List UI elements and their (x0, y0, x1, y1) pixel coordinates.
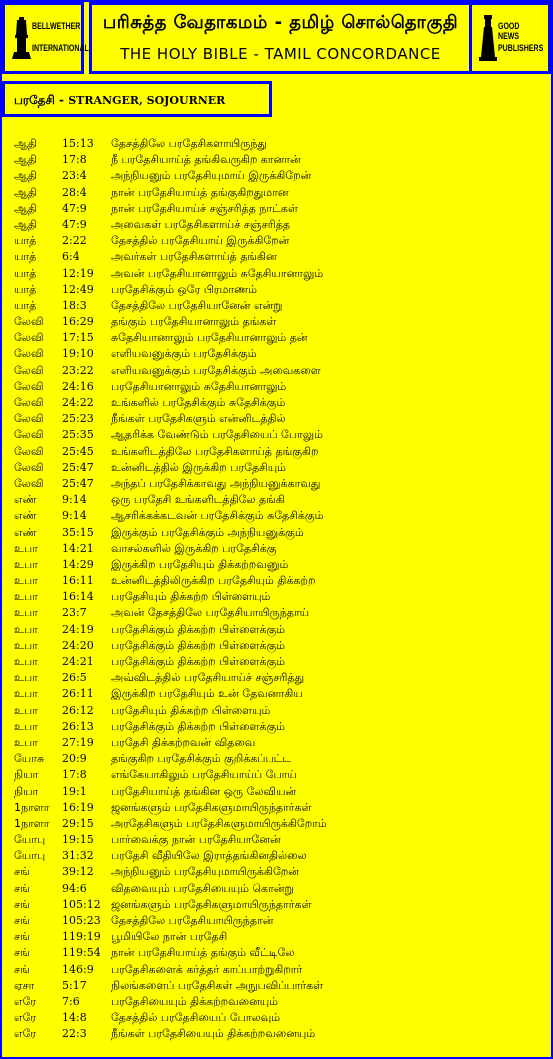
verse-excerpt: அவன் பரதேசியானாலும் சுதேசியானாலும் (111, 266, 324, 280)
book-name: உபா (14, 541, 38, 555)
verse-excerpt: பரதேசிக்கும் திக்கற்ற பிள்ளைக்கும் (111, 655, 286, 668)
concordance-row (14, 217, 544, 233)
verse-reference: 14:29 (62, 557, 94, 571)
verse-excerpt: பரதேசி வீதியிலே இராத்தங்கினதில்லை (111, 849, 307, 863)
concordance-row (14, 525, 544, 541)
verse-excerpt: எளியவனுக்கும் பரதேசிக்கும் அவைகளை (111, 363, 321, 377)
book-name: யாத் (14, 250, 37, 264)
verse-reference: 16:19 (62, 800, 94, 814)
verse-reference: 26:11 (62, 687, 94, 701)
concordance-row (14, 266, 544, 282)
book-name: சங் (14, 930, 30, 944)
concordance-list (14, 136, 544, 1043)
verse-reference: 27:19 (62, 735, 94, 749)
concordance-row (14, 330, 544, 346)
verse-excerpt: பரதேசிக்கும் திக்கற்ற பிள்ளைக்கும் (111, 638, 286, 652)
verse-reference: 9:14 (62, 509, 87, 523)
verse-reference: 31:32 (62, 849, 94, 863)
verse-reference: 25:47 (62, 460, 94, 474)
topic-box (2, 81, 272, 117)
verse-excerpt: தேசத்திலே பரதேசியானேன் என்று (111, 298, 283, 312)
concordance-row (14, 638, 544, 654)
verse-reference: 23:7 (62, 606, 87, 620)
concordance-row (14, 573, 544, 589)
concordance-row (14, 800, 544, 816)
verse-reference: 25:35 (62, 428, 94, 442)
verse-excerpt: தேசத்திலே பரதேசியாயிருந்தான் (111, 914, 274, 927)
verse-excerpt: பரதேசி திக்கற்றவன் விதவை (111, 735, 256, 749)
concordance-row (14, 152, 544, 168)
concordance-row (14, 605, 544, 621)
concordance-row (14, 541, 544, 557)
verse-reference: 6:4 (62, 250, 80, 264)
concordance-row (14, 864, 544, 880)
title-english: THE HOLY BIBLE - TAMIL CONCORDANCE (120, 45, 441, 63)
concordance-row (14, 881, 544, 897)
topic-heading (14, 93, 225, 109)
verse-reference: 24:19 (62, 622, 94, 636)
concordance-row (14, 411, 544, 427)
book-name: ஆதி (14, 217, 37, 231)
book-name: லேவி (14, 428, 44, 442)
verse-excerpt: விதவையும் பரதேசியையும் கொன்று (111, 881, 294, 895)
book-name: உபா (14, 687, 38, 701)
concordance-row (14, 185, 544, 201)
book-name: சங் (14, 914, 30, 927)
book-name: யாத் (14, 234, 37, 248)
verse-excerpt: ஜனங்களும் பரதேசிகளுமாயிருந்தார்கள் (111, 800, 312, 814)
verse-reference: 26:13 (62, 719, 94, 733)
verse-reference: 5:17 (62, 978, 87, 992)
book-name: நியா (14, 784, 39, 798)
verse-excerpt: பரதேசிக்கும் ஒரே பிரமாணம் (111, 282, 257, 296)
concordance-row (14, 622, 544, 638)
verse-reference: 119:19 (62, 930, 101, 944)
verse-excerpt: அந்நியனும் பரதேசியுமாய் இருக்கிறேன் (111, 169, 312, 183)
book-name: லேவி (14, 396, 44, 409)
good-news-logo (469, 2, 551, 74)
verse-excerpt: எளியவனுக்கும் பரதேசிக்கும் (111, 347, 257, 361)
book-name: லேவி (14, 444, 44, 458)
verse-reference: 19:1 (62, 784, 87, 798)
book-name: ஏசா (14, 978, 35, 992)
concordance-row (14, 719, 544, 735)
book-name: உபா (14, 574, 38, 588)
book-name: யோபு (14, 833, 46, 847)
verse-reference: 146:9 (62, 962, 94, 976)
book-name: உபா (14, 671, 38, 685)
concordance-row (14, 427, 544, 443)
verse-excerpt: ஆதரிக்க வேண்டும் பரதேசியைப் போலும் (111, 428, 323, 442)
verse-excerpt: நீ பரதேசியாய்த் தங்கிவருகிற கானான் (111, 153, 301, 167)
verse-reference: 24:20 (62, 638, 94, 652)
verse-excerpt: தேசத்தில் பரதேசியாய் இருக்கிறேன் (111, 234, 290, 248)
verse-reference: 19:10 (62, 347, 94, 361)
concordance-row (14, 913, 544, 929)
verse-reference: 9:14 (62, 493, 87, 507)
book-name: ஆதி (14, 185, 37, 199)
book-name: எரே (14, 1027, 37, 1041)
verse-excerpt: உன்னிடத்திலிருக்கிற பரதேசியும் திக்கற்ற (111, 574, 316, 588)
verse-excerpt: அவர்கள் பரதேசிகளாய்த் தங்கின (111, 250, 277, 264)
book-name: லேவி (14, 476, 44, 490)
book-name: யோபு (14, 849, 46, 863)
verse-excerpt: பரதேசியும் திக்கற்ற பிள்ளையும் (111, 590, 271, 604)
concordance-row (14, 460, 544, 476)
verse-excerpt: பரதேசிக்கும் திக்கற்ற பிள்ளைக்கும் (111, 719, 286, 733)
book-name: உபா (14, 557, 38, 571)
topic-tamil: பரதேசி (14, 93, 55, 107)
book-name: ஆதி (14, 169, 37, 183)
verse-excerpt: எங்கேயாகிலும் பரதேசியாய்ப் போய் (111, 768, 297, 782)
verse-reference: 16:29 (62, 315, 94, 329)
concordance-row (14, 832, 544, 848)
concordance-row (14, 314, 544, 330)
concordance-row (14, 784, 544, 800)
book-name: 1நாளா (14, 800, 50, 814)
concordance-row (14, 346, 544, 362)
bell-icon (5, 5, 81, 71)
verse-excerpt: உன்னிடத்தில் இருக்கிற பரதேசியும் (111, 460, 287, 474)
concordance-row (14, 945, 544, 961)
book-name: உபா (14, 606, 38, 620)
verse-reference: 16:11 (62, 574, 94, 588)
verse-reference: 2:22 (62, 234, 87, 248)
book-name: எண் (14, 509, 37, 523)
verse-reference: 22:3 (62, 1027, 87, 1041)
book-name: யோசு (14, 752, 45, 766)
book-name: சங் (14, 881, 30, 895)
concordance-row (14, 897, 544, 913)
verse-reference: 47:9 (62, 201, 87, 215)
book-name: சங் (14, 865, 30, 879)
bellwether-logo-line1: BELLWETHER (32, 21, 81, 31)
verse-excerpt: ஜனங்களும் பரதேசிகளுமாயிருந்தார்கள் (111, 897, 312, 911)
concordance-row (14, 767, 544, 783)
verse-reference: 16:14 (62, 590, 94, 604)
verse-excerpt: பரதேசியையும் திக்கற்றவனையும் (111, 994, 279, 1008)
verse-excerpt: தேசத்திலே பரதேசிகளாயிருந்து (111, 137, 267, 150)
concordance-row (14, 298, 544, 314)
verse-excerpt: நான் பரதேசியாய்த் தங்குகிறதுமான (111, 185, 289, 199)
book-name: எண் (14, 493, 37, 507)
verse-excerpt: நிலங்களைப் பரதேசிகள் அநுபவிப்பார்கள் (111, 978, 324, 992)
verse-excerpt: அவன் தேசத்திலே பரதேசியாயிருந்தாய் (111, 606, 310, 620)
book-name: உபா (14, 590, 38, 604)
verse-excerpt: நீங்கள் பரதேசியையும் திக்கற்றவனையும் (111, 1027, 316, 1041)
book-name: லேவி (14, 347, 44, 361)
concordance-row (14, 1026, 544, 1042)
verse-excerpt: அந்நியனும் பரதேசியுமாயிருக்கிறேன் (111, 865, 299, 879)
concordance-row (14, 201, 544, 217)
verse-excerpt: தங்குகிற பரதேசிக்கும் குறிக்கப்பட்ட (111, 752, 292, 766)
concordance-row (14, 654, 544, 670)
concordance-row (14, 670, 544, 686)
concordance-row (14, 929, 544, 945)
verse-excerpt: ஒரு பரதேசி உங்களிடத்திலே தங்கி (111, 493, 285, 507)
book-name: யாத் (14, 282, 37, 296)
concordance-row (14, 168, 544, 184)
concordance-row (14, 233, 544, 249)
book-name: லேவி (14, 363, 44, 377)
verse-reference: 14:8 (62, 1011, 87, 1025)
verse-excerpt: அவைகள் பரதேசிகளாய்ச் சஞ்சரித்த (111, 217, 291, 231)
concordance-row (14, 1010, 544, 1026)
concordance-row (14, 492, 544, 508)
concordance-row (14, 282, 544, 298)
concordance-row (14, 978, 544, 994)
book-name: லேவி (14, 379, 44, 393)
verse-excerpt: பார்வைக்கு நான் பரதேசியானேன் (111, 833, 281, 847)
book-name: லேவி (14, 412, 44, 426)
book-name: உபா (14, 638, 38, 652)
concordance-row (14, 557, 544, 573)
book-name: யாத் (14, 266, 37, 280)
verse-reference: 17:8 (62, 153, 87, 167)
book-name: லேவி (14, 331, 44, 345)
verse-reference: 20:9 (62, 752, 87, 766)
verse-reference: 17:8 (62, 768, 87, 782)
book-name: உபா (14, 622, 38, 636)
verse-excerpt: தேசத்தில் பரதேசியைப் போலவும் (111, 1011, 281, 1025)
concordance-row (14, 363, 544, 379)
verse-excerpt: அரதேசிகளும் பரதேசிகளுமாயிருக்கிறோம் (111, 816, 327, 830)
concordance-row (14, 136, 544, 152)
verse-reference: 35:15 (62, 525, 94, 539)
verse-reference: 23:22 (62, 363, 94, 377)
concordance-row (14, 476, 544, 492)
verse-reference: 39:12 (62, 865, 94, 879)
verse-reference: 25:23 (62, 412, 94, 426)
book-name: யாத் (14, 298, 37, 312)
verse-excerpt: நான் பரதேசியாய்ச் சஞ்சரித்த நாட்கள் (111, 201, 298, 215)
verse-reference: 14:21 (62, 541, 94, 555)
verse-excerpt: உங்களில் பரதேசிக்கும் சுதேசிக்கும் (111, 396, 286, 409)
book-name: ஆதி (14, 201, 37, 215)
verse-reference: 24:22 (62, 396, 94, 409)
good-news-logo-line1: GOOD NEWS (498, 21, 520, 41)
book-name: உபா (14, 735, 38, 749)
concordance-row (14, 994, 544, 1010)
bellwether-logo (2, 2, 89, 74)
book-name: உபா (14, 703, 38, 717)
concordance-row (14, 395, 544, 411)
verse-reference: 19:15 (62, 833, 94, 847)
book-name: 1நாளா (14, 816, 50, 830)
verse-reference: 28:4 (62, 185, 87, 199)
book-name: சங் (14, 897, 30, 911)
good-news-logo-line2: PUBLISHERS (498, 43, 544, 53)
verse-reference: 105:12 (62, 897, 101, 911)
book-name: நியா (14, 768, 39, 782)
verse-excerpt: பரதேசியும் திக்கற்ற பிள்ளையும் (111, 703, 271, 717)
verse-excerpt: பரதேசிக்கும் திக்கற்ற பிள்ளைக்கும் (111, 622, 286, 636)
verse-excerpt: பூமியிலே நான் பரதேசி (111, 930, 228, 944)
verse-reference: 25:45 (62, 444, 94, 458)
verse-reference: 24:21 (62, 655, 94, 668)
book-name: எரே (14, 1011, 37, 1025)
verse-reference: 25:47 (62, 476, 94, 490)
verse-excerpt: பரதேசியானாலும் சுதேசியானாலும் (111, 379, 287, 393)
verse-excerpt: வாசல்களில் இருக்கிற பரதேசிக்கு (111, 541, 277, 555)
book-name: ஆதி (14, 153, 37, 167)
book-name: லேவி (14, 460, 44, 474)
concordance-row (14, 703, 544, 719)
title-tamil: பரிசுத்த வேதாகமம் - தமிழ் சொல்தொகுதி (102, 12, 459, 33)
verse-reference: 17:15 (62, 331, 94, 345)
verse-excerpt: தங்கும் பரதேசியானாலும் தங்கள் (111, 315, 277, 329)
concordance-row (14, 816, 544, 832)
book-name: உபா (14, 719, 38, 733)
verse-excerpt: அவ்விடத்தில் பரதேசியாய்ச் சஞ்சரித்து (111, 671, 305, 685)
concordance-row (14, 848, 544, 864)
verse-reference: 12:49 (62, 282, 94, 296)
verse-reference: 105:23 (62, 914, 101, 927)
verse-reference: 12:19 (62, 266, 94, 280)
book-name: லேவி (14, 315, 44, 329)
concordance-row (14, 751, 544, 767)
verse-excerpt: நீங்கள் பரதேசிகளும் என்னிடத்தில் (111, 412, 286, 426)
verse-reference: 29:15 (62, 816, 94, 830)
concordance-row (14, 962, 544, 978)
verse-reference: 23:4 (62, 169, 87, 183)
verse-reference: 7:6 (62, 994, 80, 1008)
concordance-row (14, 249, 544, 265)
book-name: ஆதி (14, 137, 37, 150)
verse-excerpt: அந்தப் பரதேசிக்காவது அந்நியனுக்காவது (111, 476, 321, 490)
header (0, 0, 553, 78)
topic-separator: - (54, 93, 69, 107)
verse-reference: 26:12 (62, 703, 94, 717)
topic-english: STRANGER, SOJOURNER (68, 94, 226, 107)
bellwether-logo-line2: INTERNATIONAL (32, 43, 89, 53)
concordance-row (14, 508, 544, 524)
verse-excerpt: இருக்கும் பரதேசிக்கும் அந்நியனுக்கும் (111, 525, 304, 539)
verse-excerpt: பரதேசியாய்த் தங்கின ஒரு லேவியன் (111, 784, 297, 798)
verse-excerpt: பரதேசிகளைக் கர்த்தர் காப்பாற்றுகிறார் (111, 962, 303, 976)
book-name: சங் (14, 962, 30, 976)
concordance-row (14, 686, 544, 702)
book-name: உபா (14, 655, 38, 668)
verse-excerpt: ஆசரிக்கக்கடவன் பரதேசிக்கும் சுதேசிக்கும் (111, 509, 324, 523)
verse-reference: 18:3 (62, 298, 87, 312)
verse-excerpt: இருக்கிற பரதேசியும் திக்கற்றவனும் (111, 557, 289, 571)
verse-reference: 94:6 (62, 881, 87, 895)
verse-excerpt: நான் பரதேசியாய்த் தங்கும் வீட்டிலே (111, 946, 295, 960)
book-name: எண் (14, 525, 37, 539)
concordance-row (14, 589, 544, 605)
verse-reference: 26:5 (62, 671, 87, 685)
verse-excerpt: உங்களிடத்திலே பரதேசிகளாய்த் தங்குகிற (111, 444, 319, 458)
verse-reference: 24:16 (62, 379, 94, 393)
verse-reference: 47:9 (62, 217, 87, 231)
concordance-row (14, 379, 544, 395)
concordance-row (14, 735, 544, 751)
book-name: சங் (14, 946, 30, 960)
verse-reference: 15:13 (62, 137, 94, 150)
verse-excerpt: சுதேசியானாலும் பரதேசியானாலும் தன் (111, 331, 308, 345)
title-box (89, 2, 472, 74)
book-name: எரே (14, 994, 37, 1008)
verse-excerpt: இருக்கிற பரதேசியும் உன் தேவனாகிய (111, 687, 303, 701)
verse-reference: 119:54 (62, 946, 101, 960)
concordance-row (14, 444, 544, 460)
